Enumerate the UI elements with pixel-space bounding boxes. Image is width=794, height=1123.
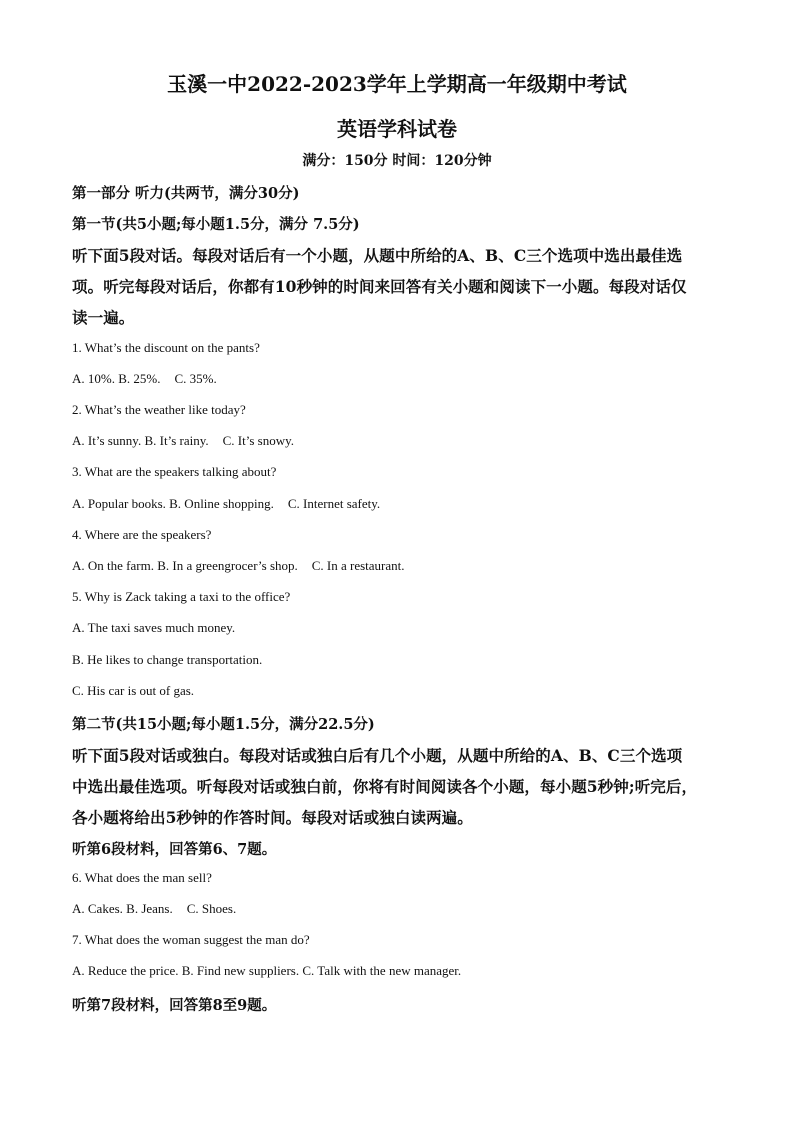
material-7-heading: 听第7段材料，回答第8至9题。 bbox=[72, 997, 277, 1014]
question-2: 2. What’s the weather like today? bbox=[72, 402, 246, 417]
material-6-heading: 听第6段材料，回答第6、7题。 bbox=[72, 841, 277, 858]
exam-subtitle: 英语学科试卷 bbox=[337, 117, 457, 141]
section2-heading: 第二节(共15小题;每小题1.5分，满分22.5分) bbox=[72, 716, 375, 733]
section2-instruction-line: 听下面5段对话或独白。每段对话或独白后有几个小题，从题中所给的A、B、C三个选项 bbox=[72, 746, 683, 765]
options-ab: A. Popular books. B. Online shopping. bbox=[72, 496, 274, 511]
section1-instruction-line: 项。听完每段对话后，你都有10秒钟的时间来回答有关小题和阅读下一小题。每段对话仅 bbox=[72, 277, 687, 296]
question-5-option-b: B. He likes to change transportation. bbox=[72, 652, 263, 667]
question-1: 1. What’s the discount on the pants? bbox=[72, 340, 260, 355]
part1-heading: 第一部分 听力(共两节，满分30分) bbox=[72, 185, 300, 202]
question-6-options bbox=[72, 901, 236, 917]
option-c: C. In a restaurant. bbox=[311, 558, 405, 573]
question-5-option-c: C. His car is out of gas. bbox=[72, 683, 195, 698]
question-3-options bbox=[72, 496, 380, 512]
section1-instruction-line: 听下面5段对话。每段对话后有一个小题，从题中所给的A、B、C三个选项中选出最佳选 bbox=[72, 246, 683, 265]
options-ab: A. 10%. B. 25%. bbox=[72, 371, 161, 386]
question-5: 5. Why is Zack taking a taxi to the office? bbox=[72, 589, 291, 604]
option-c: C. Shoes. bbox=[186, 901, 237, 916]
question-1-options bbox=[72, 371, 217, 387]
option-c: C. It’s snowy. bbox=[222, 433, 295, 448]
options-ab: A. Cakes. B. Jeans. bbox=[72, 901, 173, 916]
options-ab: A. It’s sunny. B. It’s rainy. bbox=[72, 433, 209, 448]
section1-heading: 第一节(共5小题;每小题1.5分，满分 7.5分) bbox=[72, 216, 360, 233]
question-5-option-a: A. The taxi saves much money. bbox=[72, 620, 236, 635]
question-3: 3. What are the speakers talking about? bbox=[72, 464, 277, 479]
question-7: 7. What does the woman suggest the man do? bbox=[72, 932, 310, 947]
question-4: 4. Where are the speakers? bbox=[72, 527, 212, 542]
question-4-options bbox=[72, 558, 405, 574]
section1-instruction-line: 读一遍。 bbox=[72, 308, 135, 327]
exam-title: 玉溪一中2022-2023学年上学期高一年级期中考试 bbox=[167, 72, 627, 96]
question-7-options: A. Reduce the price. B. Find new suppliers. C. Talk with the new manager. bbox=[72, 963, 462, 978]
score-info: 满分：150分 时间：120分钟 bbox=[302, 153, 492, 169]
question-2-options bbox=[72, 433, 294, 449]
option-c: C. Internet safety. bbox=[287, 496, 381, 511]
options-ab: A. On the farm. B. In a greengrocer’s shop. bbox=[72, 558, 298, 573]
question-6: 6. What does the man sell? bbox=[72, 870, 212, 885]
option-c: C. 35%. bbox=[174, 371, 217, 386]
section2-instruction-line: 各小题将给出5秒钟的作答时间。每段对话或独白读两遍。 bbox=[72, 808, 473, 827]
section2-instruction-line: 中选出最佳选项。听每段对话或独白前，你将有时间阅读各个小题，每小题5秒钟;听完后， bbox=[72, 777, 698, 796]
